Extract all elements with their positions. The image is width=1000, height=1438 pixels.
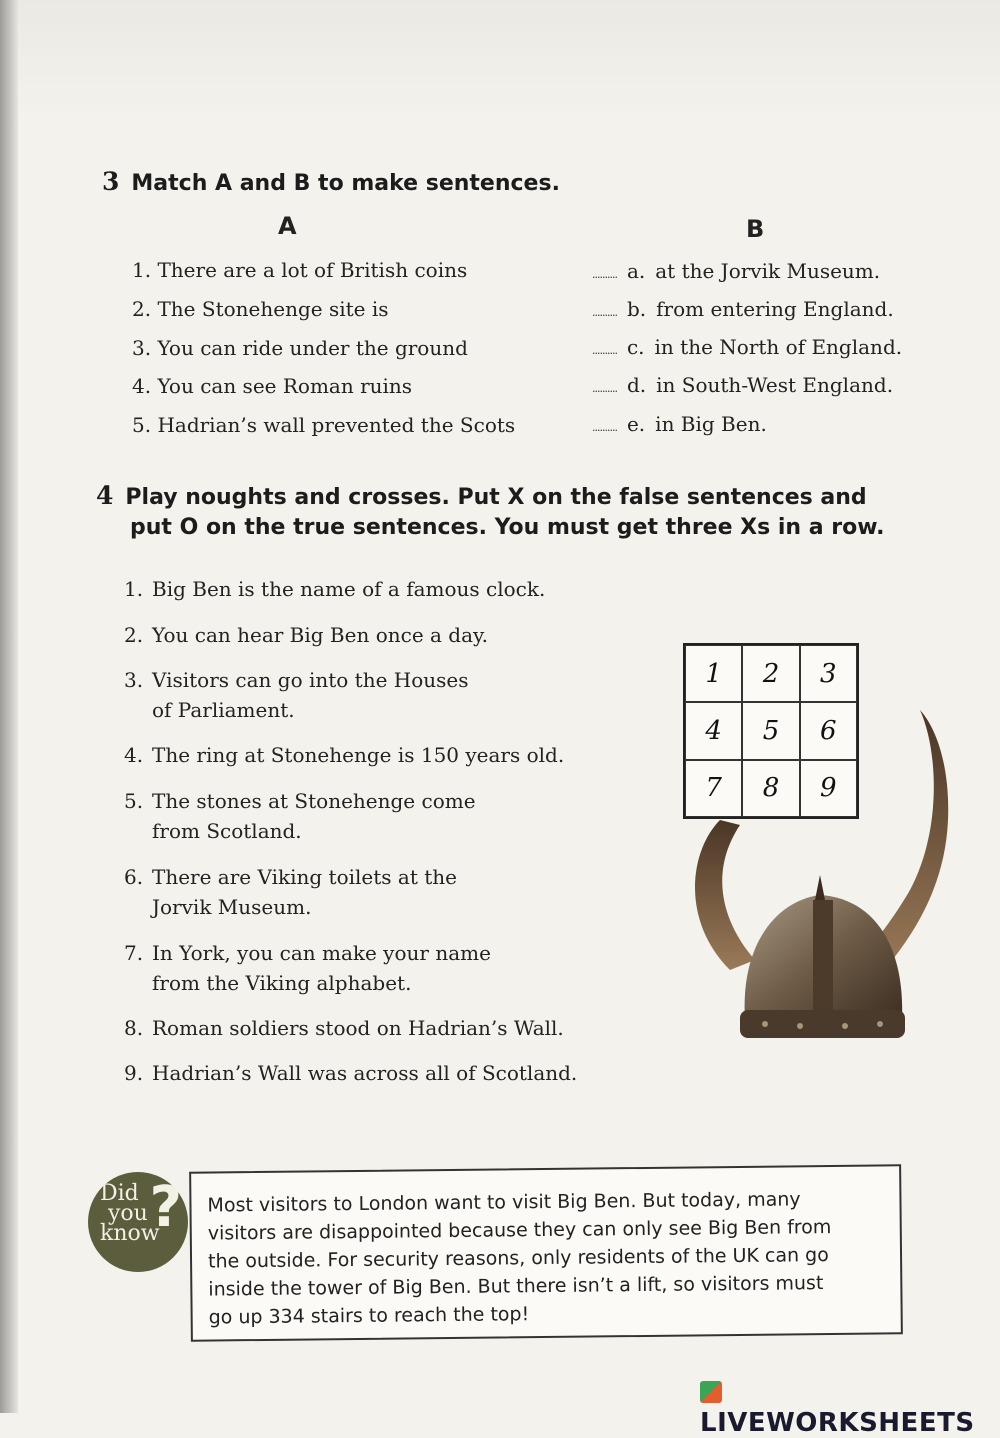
statement-6: 6. There are Viking toilets at the Jorvik Museum. bbox=[124, 865, 457, 919]
column-b-header: B bbox=[746, 215, 765, 243]
statement-3: 3. Visitors can go into the Houses of Parliament. bbox=[124, 668, 469, 722]
match-b-item-b: .......... b. from entering England. bbox=[592, 297, 894, 321]
page-shade bbox=[0, 0, 1000, 120]
match-b-item-e: .......... e. in Big Ben. bbox=[592, 412, 767, 436]
question-mark-icon: ? bbox=[149, 1175, 182, 1240]
did-you-know-box: Most visitors to London want to visit Big Ben. But today, many visitors are disappointed because they can only see Big Ben from the outside. For security reasons, only residents of the UK can go inside the tower of Big Ben. But there isn’t a lift, so visitors must go up 334 stairs to reach the top! bbox=[189, 1164, 903, 1341]
answer-blank[interactable]: .......... bbox=[592, 382, 617, 395]
rivet bbox=[797, 1023, 803, 1029]
grid-cell-1[interactable]: 1 bbox=[685, 645, 742, 702]
grid-cell-6[interactable]: 6 bbox=[800, 702, 857, 759]
statement-4: 4. The ring at Stonehenge is 150 years old. bbox=[124, 743, 565, 767]
match-a-item-1: 1. There are a lot of British coins bbox=[132, 258, 468, 282]
answer-blank[interactable]: .......... bbox=[592, 306, 617, 319]
grid-cell-7[interactable]: 7 bbox=[685, 760, 742, 817]
exercise-4-number: 4 bbox=[96, 481, 114, 510]
liveworksheets-logo: LIVEWORKSHEETS bbox=[700, 1378, 1000, 1438]
statement-7: 7. In York, you can make your name from the Viking alphabet. bbox=[124, 941, 491, 995]
match-a-item-5: 5. Hadrian’s wall prevented the Scots bbox=[132, 413, 516, 437]
exercise-4-instruction-line-1: Play noughts and crosses. Put X on the false sentences and bbox=[125, 485, 867, 510]
match-b-item-d: .......... d. in South-West England. bbox=[592, 373, 894, 397]
statement-2: 2. You can hear Big Ben once a day. bbox=[124, 623, 489, 647]
exercise-3-heading bbox=[102, 166, 560, 200]
exercise-4-heading bbox=[96, 480, 867, 514]
exercise-3-instruction: Match A and B to make sentences. bbox=[131, 171, 560, 196]
statement-5: 5. The stones at Stonehenge come from Scotland. bbox=[124, 789, 476, 843]
column-a-header: A bbox=[278, 212, 297, 240]
match-a-item-3: 3. You can ride under the ground bbox=[132, 336, 468, 360]
grid-cell-4[interactable]: 4 bbox=[685, 702, 742, 759]
grid-cell-8[interactable]: 8 bbox=[742, 760, 799, 817]
helmet-center-band bbox=[813, 900, 833, 1020]
did-you-know-badge: Did you know ? bbox=[88, 1172, 188, 1272]
helmet-spike bbox=[815, 875, 825, 900]
answer-blank[interactable]: .......... bbox=[592, 268, 617, 281]
grid-cell-3[interactable]: 3 bbox=[800, 645, 857, 702]
statement-1: 1. Big Ben is the name of a famous clock. bbox=[124, 577, 546, 601]
grid-cell-2[interactable]: 2 bbox=[742, 645, 799, 702]
rivet bbox=[842, 1023, 848, 1029]
rivet bbox=[877, 1021, 883, 1027]
match-b-item-a: .......... a. at the Jorvik Museum. bbox=[592, 259, 881, 283]
match-a-item-4: 4. You can see Roman ruins bbox=[132, 374, 413, 398]
page-binding-shadow bbox=[0, 0, 18, 1413]
exercise-4-instruction-line-2: put O on the true sentences. You must get three Xs in a row. bbox=[130, 515, 885, 540]
rivet bbox=[762, 1021, 768, 1027]
liveworksheets-icon bbox=[700, 1381, 722, 1403]
statement-8: 8. Roman soldiers stood on Hadrian’s Wall. bbox=[124, 1016, 564, 1040]
statement-9: 9. Hadrian’s Wall was across all of Scotland. bbox=[124, 1061, 578, 1085]
grid-cell-9[interactable]: 9 bbox=[800, 760, 857, 817]
match-a-item-2: 2. The Stonehenge site is bbox=[132, 297, 389, 321]
answer-blank[interactable]: .......... bbox=[592, 421, 617, 434]
noughts-and-crosses-grid bbox=[683, 643, 859, 819]
grid-cell-5[interactable]: 5 bbox=[742, 702, 799, 759]
left-horn bbox=[695, 820, 755, 970]
match-b-item-c: .......... c. in the North of England. bbox=[592, 335, 903, 359]
exercise-3-number: 3 bbox=[102, 167, 120, 196]
answer-blank[interactable]: .......... bbox=[592, 344, 617, 357]
